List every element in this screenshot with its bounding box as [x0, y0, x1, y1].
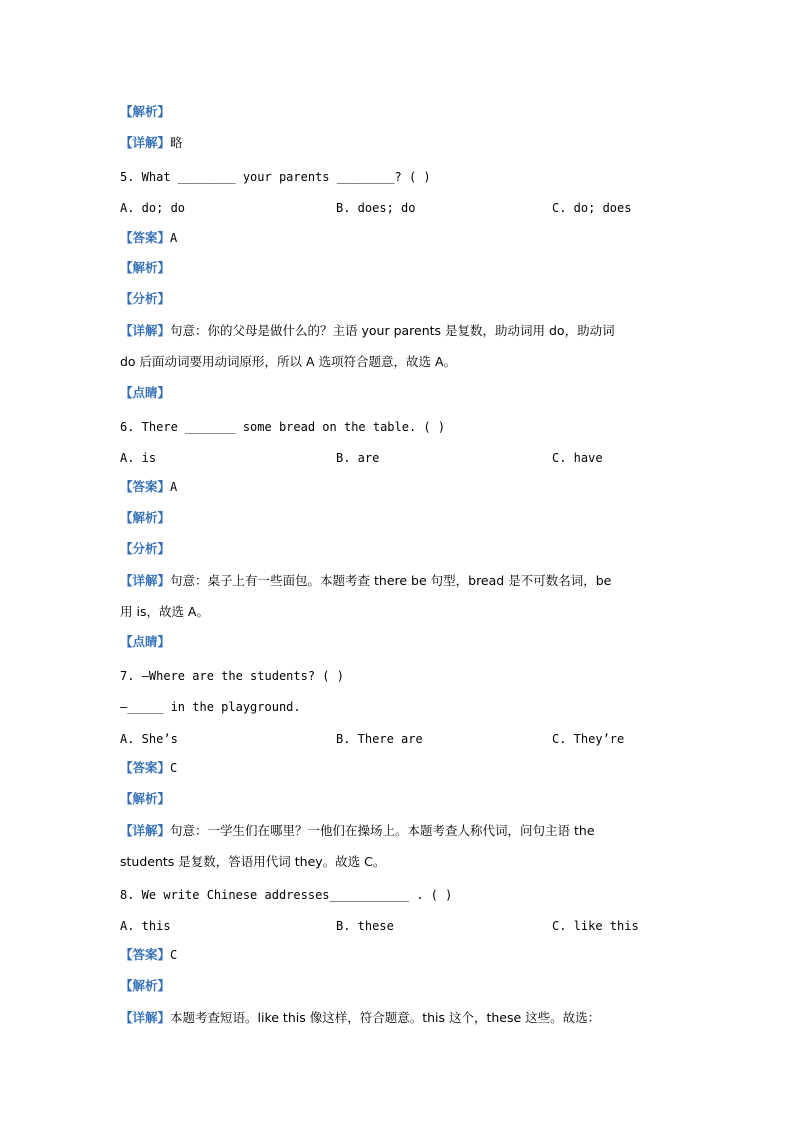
q5-option-b: B. does; do: [336, 201, 416, 215]
q5-analysis-heading: [120, 259, 170, 277]
q5-fenxi-heading: [120, 290, 170, 308]
q6-detail-line-2: 用 is，故选 A。: [120, 604, 209, 619]
q6-fenxi-heading: [120, 540, 170, 558]
label-daan: 【答案】: [120, 947, 171, 962]
label-xiangjie: 【详解】: [120, 823, 171, 838]
label-jiexi: 【解析】: [120, 104, 171, 119]
q6-analysis-heading: [120, 509, 170, 527]
q5-option-c: C. do; does: [552, 201, 632, 215]
label-jiexi: 【解析】: [120, 260, 171, 275]
q5-option-a: A. do; do: [120, 201, 186, 215]
q6-answer-line: [120, 478, 177, 496]
analysis-heading: [120, 103, 170, 121]
q8-answer: C: [170, 948, 178, 962]
q7-option-b: B. There are: [336, 732, 423, 746]
label-fenxi: 【分析】: [120, 541, 171, 556]
q5-detail-line-1: [120, 322, 615, 340]
q6-detail-line-1: [120, 572, 611, 590]
q6-option-a: A. is: [120, 451, 157, 465]
q7-detail-line-2: students 是复数，答语用代词 they。故选 C。: [120, 854, 386, 869]
detail-line: [120, 134, 183, 152]
q6-dianjing-heading: [120, 633, 170, 651]
label-jiexi: 【解析】: [120, 791, 171, 806]
label-jiexi: 【解析】: [120, 510, 171, 525]
question-5-stem: 5. What ________ your parents ________? ( ): [120, 170, 431, 184]
q7-option-a: A. She’s: [120, 732, 178, 746]
label-daan: 【答案】: [120, 760, 171, 775]
q7-detail-text-1: 句意：一学生们在哪里？一他们在操场上。本题考查人称代词，问句主语 the: [170, 823, 595, 838]
q5-answer: A: [170, 231, 178, 245]
q8-answer-line: [120, 946, 177, 964]
q7-detail-line-1: [120, 822, 595, 840]
label-xiangjie: 【详解】: [120, 323, 171, 338]
label-daan: 【答案】: [120, 479, 171, 494]
q8-option-c: C. like this: [552, 919, 639, 933]
q8-detail-text-1: 本题考查短语。like this 像这样，符合题意。this 这个，these 这些。故选：: [170, 1010, 601, 1025]
label-fenxi: 【分析】: [120, 291, 171, 306]
label-dianjing: 【点睛】: [120, 634, 171, 649]
q6-detail-text-1: 句意：桌子上有一些面包。本题考查 there be 句型，bread 是不可数名词，be: [170, 573, 612, 588]
label-jiexi: 【解析】: [120, 978, 171, 993]
label-xiangjie: 【详解】: [120, 573, 171, 588]
question-7-stem-2: —_____ in the playground.: [120, 700, 301, 714]
q6-answer: A: [170, 480, 178, 494]
q5-dianjing-heading: [120, 384, 170, 402]
q5-detail-text-1: 句意：你的父母是做什么的？主语 your parents 是复数，助动词用 do，助动词: [170, 323, 615, 338]
q8-detail-line-1: [120, 1009, 600, 1027]
question-7-stem: 7. —Where are the students? ( ): [120, 669, 344, 683]
q7-answer-line: [120, 759, 177, 777]
question-6-stem: 6. There _______ some bread on the table. ( ): [120, 420, 446, 434]
q7-option-c: C. They’re: [552, 732, 625, 746]
label-xiangjie: 【详解】: [120, 135, 171, 150]
label-dianjing: 【点睛】: [120, 385, 171, 400]
label-xiangjie: 【详解】: [120, 1010, 171, 1025]
q7-analysis-heading: [120, 790, 170, 808]
q8-option-b: B. these: [336, 919, 394, 933]
q5-answer-line: [120, 229, 177, 247]
q7-answer: C: [170, 761, 178, 775]
question-8-stem: 8. We write Chinese addresses___________ . ( ): [120, 888, 453, 902]
q6-option-c: C. have: [552, 451, 603, 465]
q6-option-b: B. are: [336, 451, 380, 465]
detail-text: 略: [170, 135, 183, 150]
label-daan: 【答案】: [120, 230, 171, 245]
q8-option-a: A. this: [120, 919, 171, 933]
q8-analysis-heading: [120, 977, 170, 995]
q5-detail-line-2: do 后面动词要用动词原形，所以 A 选项符合题意，故选 A。: [120, 354, 457, 369]
